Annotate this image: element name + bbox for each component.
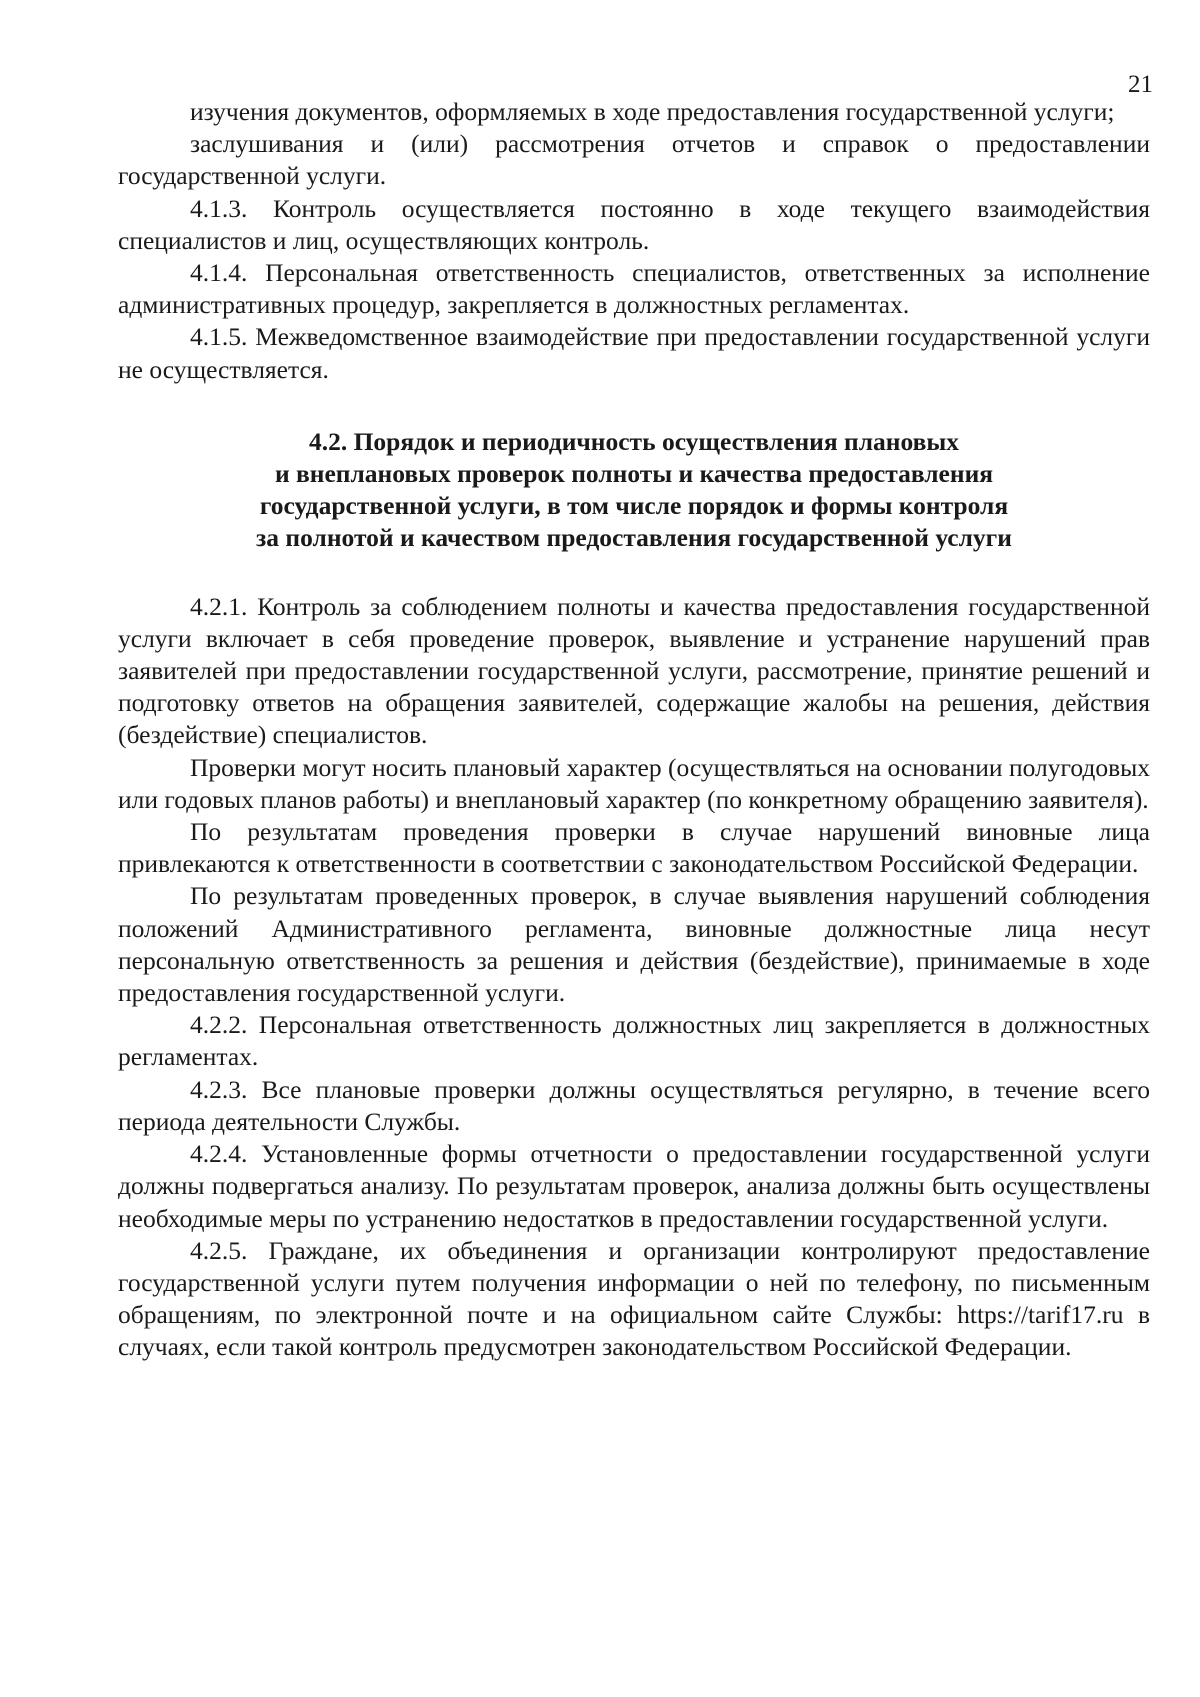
paragraph: 4.1.5. Межведомственное взаимодействие при предоставлении государственной услуги не осуществляется. <box>118 322 1150 384</box>
section-heading-line: и внеплановых проверок полноты и качества предоставления <box>274 459 994 489</box>
section-heading <box>118 426 1150 555</box>
paragraph: 4.2.5. Граждане, их объединения и организации контролируют предоставление государственной услуги путем получения информации о ней по телефону, по письменным обращениям, по электронной почте и на официальном сайте Службы: https://tarif17.ru в случаях, если такой контроль предусмотрен законодательством Российской Федерации. <box>118 1235 1150 1362</box>
section-heading-line: за полнотой и качеством предоставления государственной услуги <box>256 523 1012 553</box>
paragraph: По результатам проведения проверки в случае нарушений виновные лица привлекаются к ответственности в соответствии с законодательством Российской Федерации. <box>118 817 1150 879</box>
section-heading-line: государственной услуги, в том числе порядок и формы контроля <box>259 491 1009 521</box>
document-body <box>118 96 1150 1364</box>
paragraph: По результатам проведенных проверок, в случае выявления нарушений соблюдения положений Административного регламента, виновные должностные лица несут персональную ответственность за решения и действия (бездействие), принимаемые в ходе предоставления государственной услуги. <box>118 881 1150 1008</box>
page-number: 21 <box>1128 71 1153 98</box>
paragraph: изучения документов, оформляемых в ходе предоставления государственной услуги; <box>190 97 1115 126</box>
paragraph: 4.2.3. Все плановые проверки должны осуществляться регулярно, в течение всего периода деятельности Службы. <box>118 1074 1150 1136</box>
paragraph: Проверки могут носить плановый характер (осуществляться на основании полугодовых или годовых планов работы) и внеплановый характер (по конкретному обращению заявителя). <box>118 752 1150 814</box>
paragraph: 4.2.1. Контроль за соблюдением полноты и качества предоставления государственной услуги включает в себя проведение проверок, выявление и устранение нарушений прав заявителей при предоставлении государственной услуги, рассмотрение, принятие решений и подготовку ответов на обращения заявителей, содержащие жалобы на решения, действия (бездействие) специалистов. <box>118 591 1150 750</box>
paragraph: 4.2.4. Установленные формы отчетности о предоставлении государственной услуги должны подвергаться анализу. По результатам проверок, анализа должны быть осуществлены необходимые меры по устранению недостатков в предоставлении государственной услуги. <box>118 1139 1150 1233</box>
section-heading-line: 4.2. Порядок и периодичность осуществления плановых <box>308 426 960 456</box>
paragraph: заслушивания и (или) рассмотрения отчетов и справок о предоставлении государственной услуги. <box>118 129 1150 191</box>
paragraph: 4.1.4. Персональная ответственность специалистов, ответственных за исполнение административных процедур, закрепляется в должностных регламентах. <box>118 258 1150 320</box>
paragraph: 4.2.2. Персональная ответственность должностных лиц закрепляется в должностных регламентах. <box>118 1010 1150 1072</box>
paragraph: 4.1.3. Контроль осуществляется постоянно в ходе текущего взаимодействия специалистов и лиц, осуществляющих контроль. <box>118 193 1150 255</box>
